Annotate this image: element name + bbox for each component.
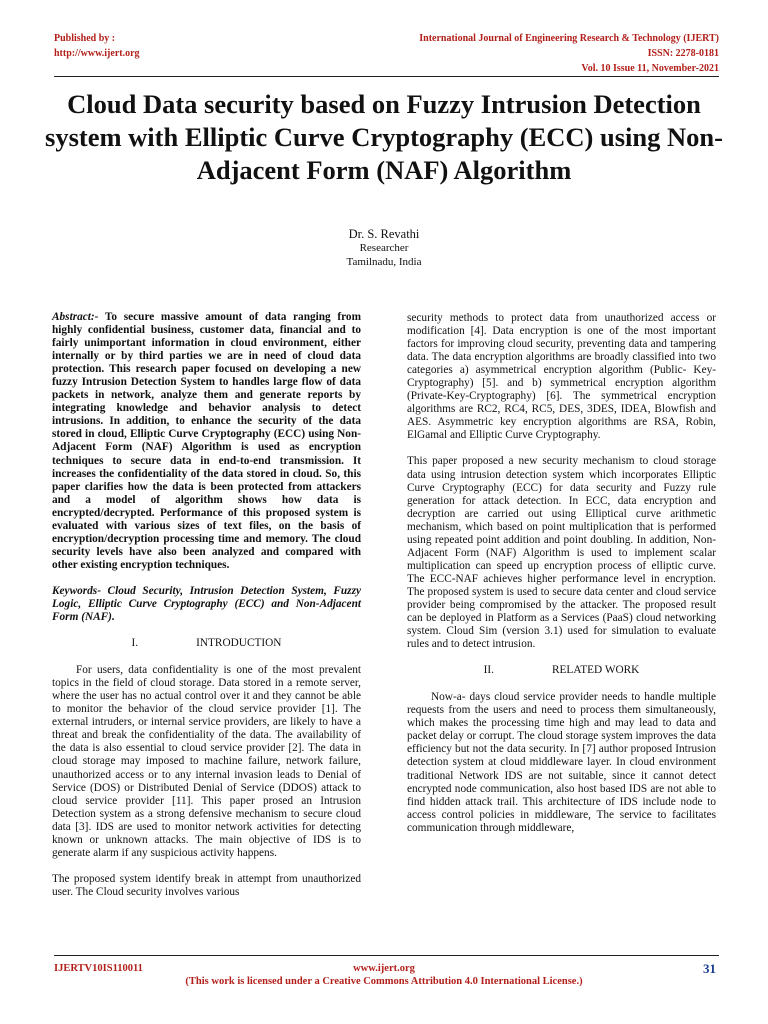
right-column [407,312,716,848]
author-role: Researcher [359,242,409,254]
footer-paper-id: IJERTV10IS110011 [54,963,143,974]
abstract-label: Abstract:- [52,311,99,323]
author-name: Dr. S. Revathi [348,227,420,241]
page-number: 31 [703,961,716,976]
section-heading-related-work [407,664,716,677]
section-heading-introduction [52,637,361,650]
section-title: RELATED WORK [552,664,640,677]
abstract [52,311,361,572]
volume-issue: Vol. 10 Issue 11, November-2021 [581,63,719,74]
footer-license: (This work is licensed under a Creative Commons Attribution 4.0 International License.) [185,976,583,987]
footer-divider [54,955,719,956]
related-work-paragraph: Now-a- days cloud service provider needs to handle multiple requests from the users and need to process them simultaneously, which makes the processing time high and may lead to data and packet delay or corrupt. The cloud storage system improves the data efficiency but not the data security. In [7] author proposed Intrusion detection system at cloud middleware layer. In cloud environment traditional Network IDS are not suitable, since it cannot detect encrypted node communication, also host based IDS are not able to find hidden attack trail. This architecture of IDS include node to access control policies in middleware, The service to facilitates communication through middleware, [407,691,716,834]
left-column [52,311,361,912]
paper-title: Cloud Data security based on Fuzzy Intrusion Detection system with Elliptic Curve Cryptography (ECC) using Non-Adjacent Form (NAF) Algorithm [45,89,723,185]
keywords: Keywords- Cloud Security, Intrusion Detection System, Fuzzy Logic, Elliptic Curve Cryptography (ECC) and Non-Adjacent Form (NAF). [52,584,361,624]
publisher-url-link[interactable]: http://www.ijert.org [54,48,140,59]
intro-paragraph-2: The proposed system identify break in attempt from unauthorized user. The Cloud security involves various [52,872,361,898]
header-right [419,31,719,76]
intro-paragraph-3: security methods to protect data from unauthorized access or modification [4]. Data encryption is one of the most important factors for improving cloud security, preventing data and tampering data. The data encryption algorithms are broadly classified into two categories a) asymmetrical encryption algorithm (Public- Key-Cryptography) [5]. and b) symmetrical encryption algorithm (Private-Key-Cryptography) [6]. The symmetrical encryption algorithms are RC2, RC4, RC5, DES, 3DES, IDEA, Blowfish and AES. Asymmetric key encryption algorithms are RSA, Robin, ElGamal and Elliptic Curve Cryptography. [407,312,716,442]
issn: ISSN: 2278-0181 [647,48,719,59]
footer-center [0,962,768,988]
journal-name: International Journal of Engineering Research & Technology (IJERT) [419,33,719,44]
published-by-label: Published by : [54,33,116,44]
header-left [54,31,140,61]
header-divider [54,76,719,77]
author-location: Tamilnadu, India [346,256,422,268]
footer-site-link[interactable]: www.ijert.org [353,963,415,974]
intro-paragraph-4: This paper proposed a new security mechanism to cloud storage data using intrusion detection system which incorporates Elliptic Curve Cryptography (ECC) for data security and Fuzzy rule generation for attack detection. In ECC, data encryption and decryption are carried out using Elliptical curve arithmetic mechanism, which based on point multiplication that is performed using repeated point addition and point doubling. In addition, Non-Adjacent Form (NAF) Algorithm is used to implement scalar multiplication can speed up encryption process of elliptic curve. The ECC-NAF achieves higher performance level in encryption. The proposed system is used to secure data center and cloud service provider being compromised by the attacker. The proposed result can be deployed in Platform as a Services (PaaS) cloud networking system. Cloud Sim (version 3.1) used for simulation to evaluate rules and to detect intrusion. [407,455,716,651]
intro-paragraph-1: For users, data confidentiality is one of the most prevalent topics in the field of cloud storage. Data stored in a remote server, where the user has no actual control over it and they cannot be able to monitor the behavior of the cloud service provider [1]. The external intruders, or internal service providers, are likely to have a threat and break the confidentiality of the data. The availability of the data is also essential to cloud service provider [2]. The data in cloud storage may imposed to machine failure, network failure, unauthorized access or to any internal invasion leads to Denial of Service (DOS) or Distributed Denial of Service (DDOS) attack to cloud service provider [11]. This paper prosed an Intrusion Detection system as a strong defensive mechanism to secure cloud data [3]. IDS are used to monitor network activities for detecting known or unknown attacks. The main objective of IDS is to generate alarm if any suspicious activity happens. [52,664,361,859]
abstract-text: To secure massive amount of data ranging from highly confidential business, customer data, financial and to fairly unimportant information in cloud environment, either internally or by third parties we are in need of cloud data protection. This research paper focused on developing a new fuzzy Intrusion Detection System to handles large flow of data packets in network, analyze them and generate reports by integrating knowledge and behavior analysis to detect intrusions. In addition, to enhance the security of the data stored in cloud, Elliptic Curve Cryptography (ECC) using Non-Adjacent Form (NAF) Algorithm is used as encryption techniques to secure data in end-to-end transmission. It increases the confidentiality of the data stored in cloud. So, this paper clarifies how the data is been protected from attackers and a model of algorithm shows how data is encrypted/decrypted. Performance of this proposed system is evaluated with various sizes of text files, on the basis of encryption/decryption processing time and memory. The cloud security levels have also been analyzed and compared with other existing encryption techniques. [52,311,361,571]
author-block [0,227,768,269]
section-number: II. [483,664,494,677]
section-number: I. [131,637,139,650]
section-title: INTRODUCTION [196,637,282,650]
